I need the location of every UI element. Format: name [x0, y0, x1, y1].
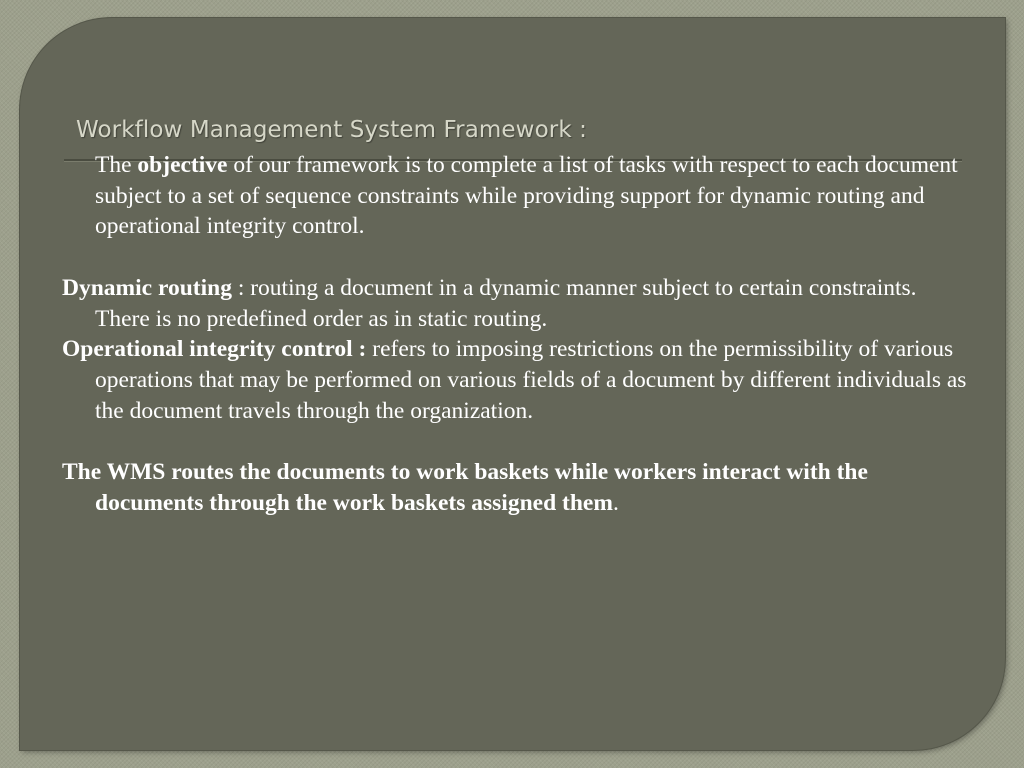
integrity-control-term: Operational integrity control : — [62, 336, 367, 363]
integrity-control-text: refers to imposing restrictions on the permissibility of various operations that may be performed on various fields of a document by different individuals as the document travels through the organization. — [95, 336, 967, 424]
slide-title: Workflow Management System Framework : — [76, 117, 588, 143]
wms-summary-paragraph — [62, 457, 967, 518]
integrity-control-paragraph — [62, 334, 967, 426]
paragraph-spacer — [62, 426, 967, 457]
objective-term: objective — [137, 152, 228, 178]
dynamic-routing-text: : routing a document in a dynamic manner subject to certain constraints. There is no predefined order as in static routing. — [95, 274, 917, 332]
objective-pre: The — [95, 152, 138, 178]
wms-summary-bold: The WMS routes the documents to work baskets while workers interact with the documents through the work baskets assigned them — [62, 459, 868, 516]
dynamic-routing-paragraph — [62, 273, 967, 334]
dynamic-routing-term: Dynamic routing — [62, 274, 232, 301]
wms-summary-period: . — [612, 489, 619, 516]
slide-body — [62, 150, 967, 518]
paragraph-spacer — [62, 242, 967, 273]
objective-paragraph — [62, 150, 967, 242]
objective-text: of our framework is to complete a list of tasks with respect to each document subject to a set of sequence constraints while providing support for dynamic routing and operational integrity control. — [95, 152, 958, 240]
